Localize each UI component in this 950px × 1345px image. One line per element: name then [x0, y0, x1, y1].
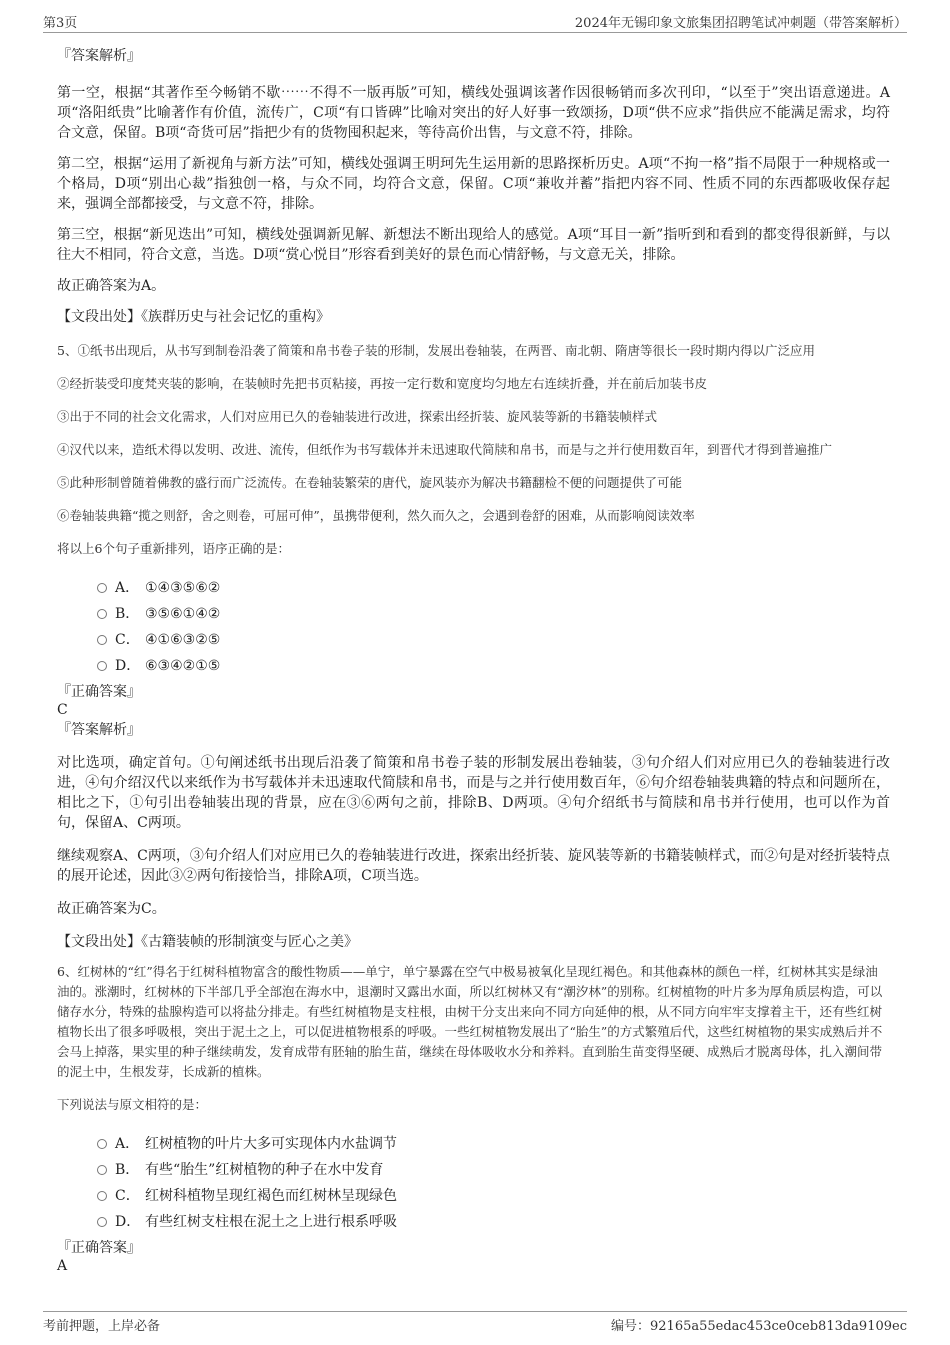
analysis-label: 『答案解析』	[57, 722, 141, 738]
correct-answer: C	[57, 702, 68, 718]
sentence: 5、①纸书出现后，从书写到制卷沿袭了简策和帛书卷子装的形制，发展出卷轴装，在两晋、南北朝、隋唐等很长一段时期内得以广泛应用	[57, 343, 815, 358]
radio-icon[interactable]	[97, 1139, 107, 1149]
options-list	[97, 1131, 890, 1235]
source-citation: 【文段出处】《族群历史与社会记忆的重构》	[57, 309, 330, 325]
page-footer	[43, 1311, 907, 1334]
sentence: ⑥卷轴装典籍“揽之则舒，舍之则卷，可屈可伸”，虽携带便利，然久而久之，会遇到卷舒的困难，从而影响阅读效率	[57, 508, 695, 523]
analysis-label: 『答案解析』	[57, 48, 141, 64]
radio-icon[interactable]	[97, 583, 107, 593]
sentence: ⑤此种形制曾随着佛教的盛行而广泛流传。在卷轴装繁荣的唐代，旋风装亦为解决书籍翻检不便的问题提供了可能	[57, 475, 683, 490]
document-title: 2024年无锡印象文旅集团招聘笔试冲刺题（带答案解析）	[574, 16, 907, 31]
footer-slogan: 考前押题，上岸必备	[43, 1319, 161, 1334]
analysis-paragraph: 继续观察A、C两项，③句介绍人们对应用已久的卷轴装进行改进，探索出经折装、旋风装等新的书籍装帧样式，而②句是对经折装特点的展开论述，因此③②两句衔接恰当，排除A项，C项当选。	[57, 848, 890, 884]
sentence: ④汉代以来，造纸术得以发明、改进、流传，但纸作为书写载体并未迅速取代简牍和帛书，而是与之并行使用数百年，到晋代才得到普遍推广	[57, 442, 833, 457]
question-prompt: 下列说法与原文相符的是：	[57, 1097, 208, 1112]
option-b[interactable]: B． ③⑤⑥①④②	[97, 601, 890, 627]
passage: 6、红树林的“红”得名于红树科植物富含的酸性物质——单宁，单宁暴露在空气中极易被氧化呈现红褐色。和其他森林的颜色一样，红树林其实是绿油油的。涨潮时，红树林的下半部几乎全部泡在海水中，退潮时又露出水面，所以红树林又有“潮汐林”的别称。红树植物的叶片多为厚角质层构造，可以储存水分，特殊的盐腺构造可以将盐分排走。有些红树植物是支柱根，由树干分支出来向不同方向延伸的根，从不同方向牢牢支撑着主干，还有些红树植物长出了很多呼吸根，突出于泥土之上，可以促进植物根系的呼吸。一些红树植物发展出了“胎生”的方式繁殖后代，这些红树植物的果实成熟后并不会马上掉落，果实里的种子继续萌发，发育成带有胚轴的胎生苗，继续在母体吸收水分和养料。直到胎生苗变得坚硬、成熟后才脱离母体，扎入潮间带的泥土中，生根发芽，长成新的植株。	[57, 964, 883, 1079]
radio-icon[interactable]	[97, 661, 107, 671]
option-c[interactable]: C． 红树科植物呈现红褐色而红树林呈现绿色	[97, 1183, 890, 1209]
question-prompt: 将以上6个句子重新排列，语序正确的是：	[57, 541, 290, 556]
radio-icon[interactable]	[97, 1165, 107, 1175]
analysis-paragraph: 第二空，根据“运用了新视角与新方法”可知，横线处强调王明珂先生运用新的思路探析历史。A项“不拘一格”指不局限于一种规格或一个格局，D项“别出心裁”指独创一格，与众不同，均符合文意，保留。C项“兼收并蓄”指把内容不同、性质不同的东西都吸收保存起来，强调全部都接受，与文意不符，排除。	[57, 156, 890, 212]
source-citation: 【文段出处】《古籍装帧的形制演变与匠心之美》	[57, 934, 358, 950]
radio-icon[interactable]	[97, 1191, 107, 1201]
sentence: ③出于不同的社会文化需求，人们对应用已久的卷轴装进行改进，探索出经折装、旋风装等新的书籍装帧样式	[57, 409, 658, 424]
correct-answer-label: 『正确答案』	[57, 1240, 141, 1256]
correct-answer: A	[57, 1258, 68, 1274]
question-5	[57, 341, 890, 952]
conclusion: 故正确答案为A。	[57, 278, 166, 294]
conclusion: 故正确答案为C。	[57, 901, 166, 917]
sentence: ②经折装受印度梵夹装的影响，在装帧时先把书页粘接，再按一定行数和宽度均匀地左右连续折叠，并在前后加装书皮	[57, 376, 708, 391]
option-d[interactable]: D． 有些红树支柱根在泥土之上进行根系呼吸	[97, 1209, 890, 1235]
option-a[interactable]: A． 红树植物的叶片大多可实现体内水盐调节	[97, 1131, 890, 1157]
analysis-paragraph: 第三空，根据“新见迭出”可知，横线处强调新见解、新想法不断出现给人的感觉。A项“耳目一新”指听到和看到的都变得很新鲜，与以往大不相同，符合文意，当选。D项“赏心悦目”形容看到美好的景色而心情舒畅，与文意无关，排除。	[57, 227, 890, 263]
document-id: 编号：92165a55edac453ce0ceb813da9109ec	[611, 1319, 907, 1334]
radio-icon[interactable]	[97, 1217, 107, 1227]
option-b[interactable]: B． 有些“胎生”红树植物的种子在水中发育	[97, 1157, 890, 1183]
radio-icon[interactable]	[97, 609, 107, 619]
option-d[interactable]: D． ⑥③④②①⑤	[97, 653, 890, 679]
analysis-paragraph: 第一空，根据“其著作至今畅销不歇⋯⋯不得不一版再版”可知，横线处强调该著作因很畅销而多次刊印，“以至于”突出语意递进。A项“洛阳纸贵”比喻著作有价值，流传广，C项“有口皆碑”比喻对突出的好人好事一致颂扬，D项“供不应求”指供应不能满足需求，均符合文意，保留。B项“奇货可居”指把少有的货物囤积起来，等待高价出售，与文意不符，排除。	[57, 85, 890, 141]
option-a[interactable]: A． ①④③⑤⑥②	[97, 575, 890, 601]
question-6	[57, 962, 890, 1275]
radio-icon[interactable]	[97, 635, 107, 645]
page-content	[57, 42, 890, 1275]
correct-answer-label: 『正确答案』	[57, 684, 141, 700]
option-c[interactable]: C． ④①⑥③②⑤	[97, 627, 890, 653]
options-list	[97, 575, 890, 679]
page-header	[43, 10, 907, 33]
analysis-paragraph: 对比选项，确定首句。①句阐述纸书出现后沿袭了简策和帛书卷子装的形制发展出卷轴装，③句介绍人们对应用已久的卷轴装进行改进，④句介绍汉代以来纸作为书写载体并未迅速取代简牍和帛书，而是与之并行使用数百年，⑥句介绍卷轴装典籍的特点和问题所在，相比之下，①句引出卷轴装出现的背景，应在③⑥两句之前，排除B、D两项。④句介绍纸书与简牍和帛书并行使用，也可以作为首句，保留A、C两项。	[57, 755, 890, 831]
page-number: 第3页	[43, 16, 78, 31]
